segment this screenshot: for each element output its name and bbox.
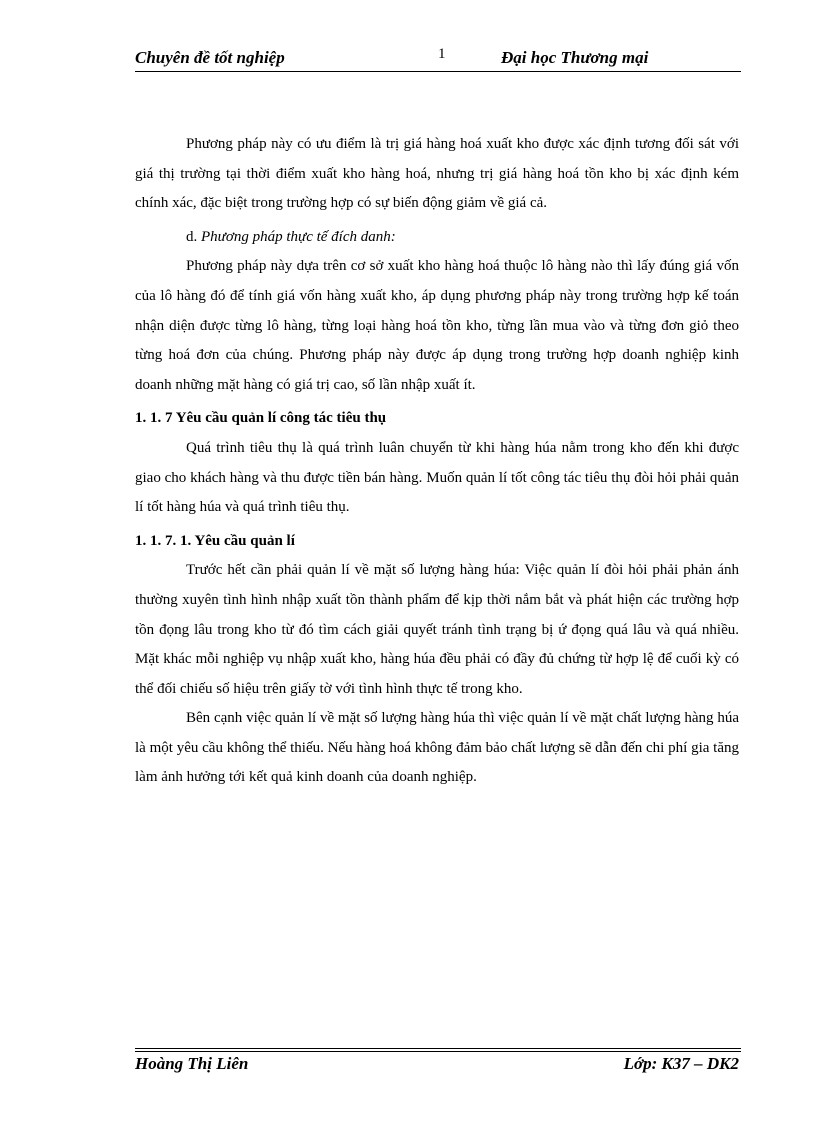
header-rule [135, 71, 741, 72]
page-header [135, 48, 741, 72]
section-heading-1-1-7: 1. 1. 7 Yêu cầu quản lí công tác tiêu thụ [135, 410, 387, 427]
section-heading-1-1-7-1: 1. 1. 7. 1. Yêu cầu quản lí [135, 532, 295, 549]
paragraph-5: Bên cạnh việc quản lí về mặt số lượng hàng húa thì việc quản lí về mặt chất lượng hàng húa là một yêu cầu không thể thiếu. Nếu hàng hoá không đảm bảo chất lượng sẽ dẫn đến chi phí gia tăng làm ảnh hưởng tới kết quả kinh doanh của doanh nghiệp. [135, 710, 739, 786]
subheading-title: Phương pháp thực tế đích danh: [201, 228, 396, 245]
document-body [135, 130, 739, 793]
footer-rule-top [135, 1048, 741, 1049]
header-university: Đại học Thương mại [501, 48, 649, 67]
subheading-d [135, 219, 739, 253]
footer-class: Lớp: K37 – DK2 [623, 1054, 739, 1073]
subheading-prefix: d. [186, 228, 201, 245]
header-title: Chuyên đề tốt nghiệp [135, 48, 285, 67]
paragraph-2: Phương pháp này dựa trên cơ sở xuất kho hàng hoá thuộc lô hàng nào thì lấy đúng giá vốn của lô hàng đó để tính giá vốn hàng xuất kho, áp dụng phương pháp này trong trường hợp kế toán nhận diện được từng lô hàng, từng loại hàng hoá tồn kho, từng lần mua vào và từng đơn giỏ theo từng hoá đơn của chúng. Phương pháp này được áp dụng trong trường hợp doanh nghiệp kinh doanh những mặt hàng có giá trị cao, số lần nhập xuất ít. [135, 258, 739, 393]
page-number: 1 [438, 46, 446, 62]
footer-rule-bottom [135, 1051, 741, 1052]
paragraph-1: Phương pháp này có ưu điểm là trị giá hàng hoá xuất kho được xác định tương đối sát với giá thị trường tại thời điểm xuất kho hàng hoá, nhưng trị giá hàng hoá tồn kho bị xác định kém chính xác, đặc biệt trong trường hợp có sự biến động giảm về giá cả. [135, 136, 739, 212]
footer-author: Hoàng Thị Liên [135, 1054, 249, 1073]
paragraph-3: Quá trình tiêu thụ là quá trình luân chuyển từ khi hàng húa nằm trong kho đến khi được giao cho khách hàng và thu được tiền bán hàng. Muốn quản lí tốt công tác tiêu thụ đòi hỏi phải quản lí tốt hàng húa và quá trình tiêu thụ. [135, 439, 739, 516]
paragraph-4: Trước hết cần phải quản lí về mặt số lượng hàng húa: Việc quản lí đòi hỏi phải phản ánh thường xuyên tình hình nhập xuất tồn thành phẩm để kịp thời nắm bắt và phát hiện các trường hợp tồn đọng lâu trong kho từ đó tìm cách giải quyết tránh tình trạng bị ứ đọng quá lâu và quá nhiều. Mặt khác mỗi nghiệp vụ nhập xuất kho, hàng húa đều phải có đầy đủ chứng từ hợp lệ để cuối kỳ có thể đối chiếu số hiệu trên giấy tờ với tình hình thực tế trong kho. [135, 562, 739, 697]
page-footer [135, 1054, 741, 1078]
